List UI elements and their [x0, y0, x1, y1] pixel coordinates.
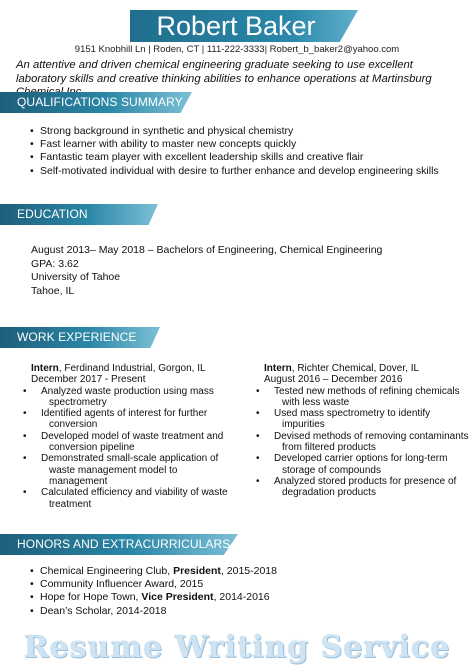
watermark: Resume Writing Service: [23, 630, 451, 665]
candidate-name: Robert Baker: [156, 11, 316, 41]
job-entry: [31, 363, 236, 510]
job-company: , Ferdinand Industrial, Gorgon, IL: [58, 363, 206, 374]
job-heading: [31, 363, 236, 374]
job-entry: [264, 363, 469, 499]
job-dates: August 2016 – December 2016: [264, 374, 403, 386]
list-item: • Demonstrated small-scale application of waste management model to management: [31, 453, 236, 487]
list-item: • Analyzed stored products for presence of degradation products: [264, 476, 469, 499]
list-item: • Chemical Engineering Club, President, 2015-2018: [30, 565, 450, 578]
list-item: • Fantastic team player with excellent leadership skills and creative flair: [30, 151, 470, 164]
job-dates: December 2017 - Present: [31, 374, 146, 386]
list-item: • Identified agents of interest for further conversion: [31, 408, 236, 431]
job-role: Intern: [31, 363, 59, 374]
honors-title: HONORS AND EXTRACURRICULARS: [17, 537, 231, 551]
objective-statement: An attentive and driven chemical engineering graduate seeking to use excellent laboratory skills and creative thinking abilities to enhance operations at Martinsburg: [16, 59, 432, 85]
job-bullets: [31, 386, 236, 510]
list-item: • Used mass spectrometry to identify impurities: [264, 408, 469, 431]
list-item: • Self-motivated individual with desire to further enhance and develop engineering skills: [30, 165, 470, 178]
list-item: • Fast learner with ability to master new concepts quickly: [30, 138, 470, 151]
honors-list: [30, 565, 450, 618]
gpa: GPA: 3.62: [31, 257, 79, 270]
education-title: EDUCATION: [17, 207, 88, 221]
list-item: • Tested new methods of refining chemicals with less waste: [264, 386, 469, 409]
job-role: Intern: [264, 363, 292, 374]
list-item: • Developed carrier options for long-term storage of compounds: [264, 453, 469, 476]
list-item: • Devised methods of removing contaminants from filtered products: [264, 431, 469, 454]
school-name: University of Tahoe: [31, 271, 121, 284]
job-company: , Richter Chemical, Dover, IL: [291, 363, 420, 374]
school-location: Tahoe, IL: [31, 284, 75, 297]
list-item: • Calculated efficiency and viability of waste treatment: [31, 487, 236, 510]
contact-info: 9151 Knobhill Ln | Roden, CT | 111-222-3333| Robert_b_baker2@yahoo.com: [74, 44, 400, 55]
list-item: • Strong background in synthetic and physical chemistry: [30, 125, 470, 138]
education-details: [31, 244, 451, 298]
list-item: • Analyzed waste production using mass spectrometry: [31, 386, 236, 409]
list-item: • Hope for Hope Town, Vice President, 2014-2016: [30, 591, 450, 604]
work-title: WORK EXPERIENCE: [17, 330, 137, 344]
list-item: • Dean’s Scholar, 2014-2018: [30, 605, 450, 618]
job-heading: [264, 363, 469, 374]
qualifications-title: QUALIFICATIONS SUMMARY: [17, 95, 183, 109]
qualifications-list: [30, 125, 470, 178]
degree-line: August 2013– May 2018 – Bachelors of Engineering, Chemical Engineering: [31, 244, 383, 256]
list-item: • Developed model of waste treatment and conversion pipeline: [31, 431, 236, 454]
job-bullets: [264, 386, 469, 499]
list-item: • Community Influencer Award, 2015: [30, 578, 450, 591]
